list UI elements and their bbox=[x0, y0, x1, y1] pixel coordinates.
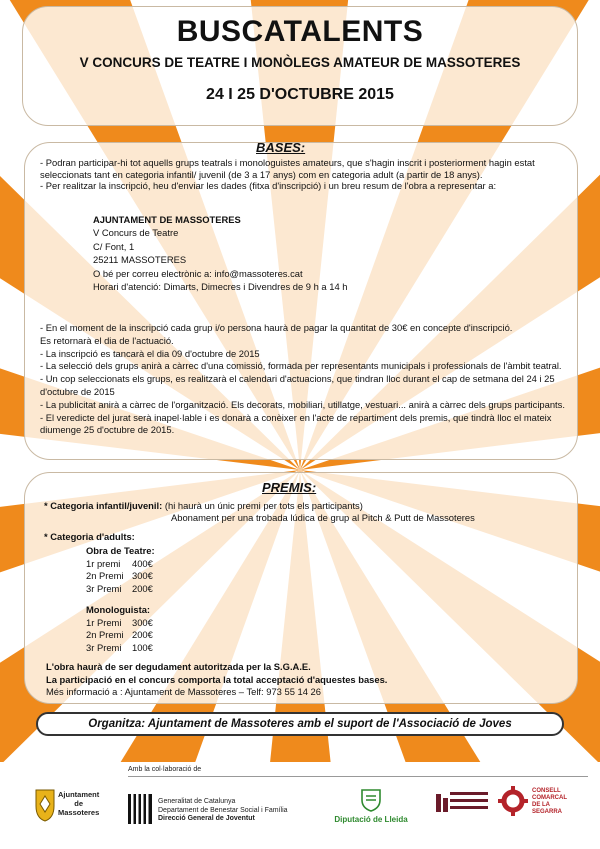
address-block bbox=[93, 213, 493, 293]
prize-row bbox=[86, 583, 236, 596]
generalitat-dept: Departament de Benestar Social i Família bbox=[158, 806, 288, 814]
diputacio-crest-icon bbox=[360, 788, 382, 812]
poster-subtitle: V CONCURS DE TEATRE I MONÒLEGS AMATEUR DE MASSOTERES bbox=[79, 55, 521, 70]
organizer-banner: Organitza: Ajuntament de Massoteres amb el suport de l'Associació de Joves bbox=[36, 712, 564, 736]
bases-title: BASES: bbox=[256, 140, 306, 155]
ajuntament-de: de bbox=[74, 799, 84, 808]
prize-rank: 2n Premi bbox=[86, 629, 124, 641]
ajuntament-town: Massoteres bbox=[58, 808, 100, 817]
prize-row bbox=[86, 642, 236, 655]
rule-line: - La inscripció es tancarà el dia 09 d'octubre de 2015 bbox=[40, 347, 260, 359]
header-panel bbox=[22, 6, 578, 126]
associacio-emblem-icon bbox=[436, 790, 490, 816]
infantil-label: * Categoria infantil/juvenil: bbox=[44, 500, 163, 511]
generalitat-name: Generalitat de Catalunya bbox=[158, 798, 236, 805]
collab-label: Amb la col·laboració de bbox=[128, 766, 202, 773]
rule-line: diumenge 25 d'octubre de 2015. bbox=[40, 424, 175, 436]
catalan-flag-icon bbox=[128, 794, 152, 824]
prize-row bbox=[86, 629, 236, 642]
more-info: Més informació a : Ajuntament de Massoteres – Telf: 973 55 14 26 bbox=[46, 686, 321, 698]
prize-rank: 2n Premi bbox=[86, 570, 124, 582]
prize-rank: 3r Premi bbox=[86, 641, 122, 653]
prize-amount: 200€ bbox=[132, 629, 153, 641]
address-line: 25211 MASSOTERES bbox=[93, 254, 187, 266]
generalitat-logo bbox=[128, 788, 318, 838]
associacio-logo bbox=[436, 786, 492, 820]
rule-line: - La publicitat anirà a càrrec de l'organització. Els decorats, mobiliari, utillatge, vestuari... anirà a càrrec dels grups participants. bbox=[40, 398, 565, 410]
diputacio-logo bbox=[326, 788, 416, 838]
premis-notes bbox=[46, 661, 546, 699]
bases-rules bbox=[40, 322, 570, 437]
bases-intro-line: seleccionats tant en categoria infantil/ juvenil (de 3 a 17 anys) com en categoria adult (a partir de 18 anys). bbox=[40, 168, 483, 180]
consell-line: CONSELL bbox=[532, 788, 561, 794]
consell-line: DE LA bbox=[532, 802, 550, 808]
rule-line: - La selecció dels grups anirà a càrrec d'una comissió, formada per representants municipals i professionals de l'àmbit teatral. bbox=[40, 360, 562, 372]
sponsors-footer bbox=[0, 762, 600, 849]
prize-row bbox=[86, 558, 236, 571]
adults-label: * Categoria d'adults: bbox=[44, 531, 135, 542]
prize-row bbox=[86, 617, 236, 630]
infantil-prize: Abonament per una trobada lúdica de grup al Pitch & Putt de Massoteres bbox=[171, 511, 475, 523]
rule-line: Es retornarà el dia de l'actuació. bbox=[40, 334, 174, 346]
poster-title: BUSCATALENTS bbox=[176, 15, 424, 48]
infantil-category bbox=[44, 500, 564, 523]
prize-rank: 1r premi bbox=[86, 557, 121, 569]
address-name: AJUNTAMENT DE MASSOTERES bbox=[93, 214, 241, 225]
rule-line: - Un cop seleccionats els grups, es realitzarà el calendari d'actuacions, que tindran lloc durant el cap de setmana del 24 i 25 bbox=[40, 373, 555, 385]
consell-gear-icon bbox=[498, 786, 528, 816]
monologuista-prizes bbox=[86, 604, 236, 654]
teatre-prizes bbox=[86, 545, 236, 595]
massoteres-crest-icon bbox=[34, 788, 56, 822]
consell-line: SEGARRA bbox=[532, 809, 563, 815]
prize-amount: 200€ bbox=[132, 582, 153, 594]
rule-line: d'octubre de 2015 bbox=[40, 385, 115, 397]
bases-intro-line: - Per realitzar la inscripció, heu d'enviar les dades (fitxa d'inscripció) i un breu resum de l'obra a representar a: bbox=[40, 180, 497, 192]
acceptance-note: La participació en el concurs comporta la total acceptació d'aquestes bases. bbox=[46, 673, 388, 685]
monologuista-label: Monologuista: bbox=[86, 604, 151, 615]
infantil-note: (hi haurà un únic premi per tots els participants) bbox=[164, 500, 363, 511]
prize-amount: 300€ bbox=[132, 616, 153, 628]
prize-row bbox=[86, 570, 236, 583]
collab-divider bbox=[128, 776, 588, 777]
teatre-label: Obra de Teatre: bbox=[86, 545, 155, 556]
address-line: O bé per correu electrònic a: info@massoteres.cat bbox=[93, 267, 303, 279]
bases-intro bbox=[40, 157, 565, 192]
sgae-note: L'obra haurà de ser degudament autoritzada per la S.G.A.E. bbox=[46, 661, 311, 672]
address-line: Horari d'atenció: Dimarts, Dimecres i Divendres de 9 h a 14 h bbox=[93, 281, 348, 293]
rule-line: - En el moment de la inscripció cada grup i/o persona haurà de pagar la quantitat de 30€ en concepte d'inscripció. bbox=[40, 322, 513, 333]
prize-rank: 3r Premi bbox=[86, 582, 122, 594]
prize-amount: 100€ bbox=[132, 641, 153, 653]
address-line: C/ Font, 1 bbox=[93, 240, 135, 252]
prize-rank: 1r Premi bbox=[86, 616, 122, 628]
address-line: V Concurs de Teatre bbox=[93, 227, 179, 239]
event-dates: 24 I 25 D'OCTUBRE 2015 bbox=[206, 86, 394, 103]
premis-title: PREMIS: bbox=[262, 480, 317, 495]
prize-amount: 400€ bbox=[132, 557, 153, 569]
prize-amount: 300€ bbox=[132, 570, 153, 582]
ajuntament-logo bbox=[34, 784, 114, 834]
generalitat-direction: Direcció General de Joventut bbox=[158, 815, 255, 823]
bases-intro-line: - Podran participar-hi tot aquells grups teatrals i monologuistes amateurs, que s'hagin inscrit i posteriorment hagin estat bbox=[40, 157, 535, 168]
ajuntament-word: Ajuntament bbox=[58, 790, 100, 799]
consell-logo bbox=[498, 782, 598, 832]
consell-line: COMARCAL bbox=[532, 795, 567, 801]
rule-line: - El veredicte del jurat serà inapel·lable i es donarà a conèixer en l'acte de repartiment dels premis, que tindrà lloc el mateix bbox=[40, 411, 552, 423]
diputacio-name: Diputació de Lleida bbox=[334, 815, 408, 824]
